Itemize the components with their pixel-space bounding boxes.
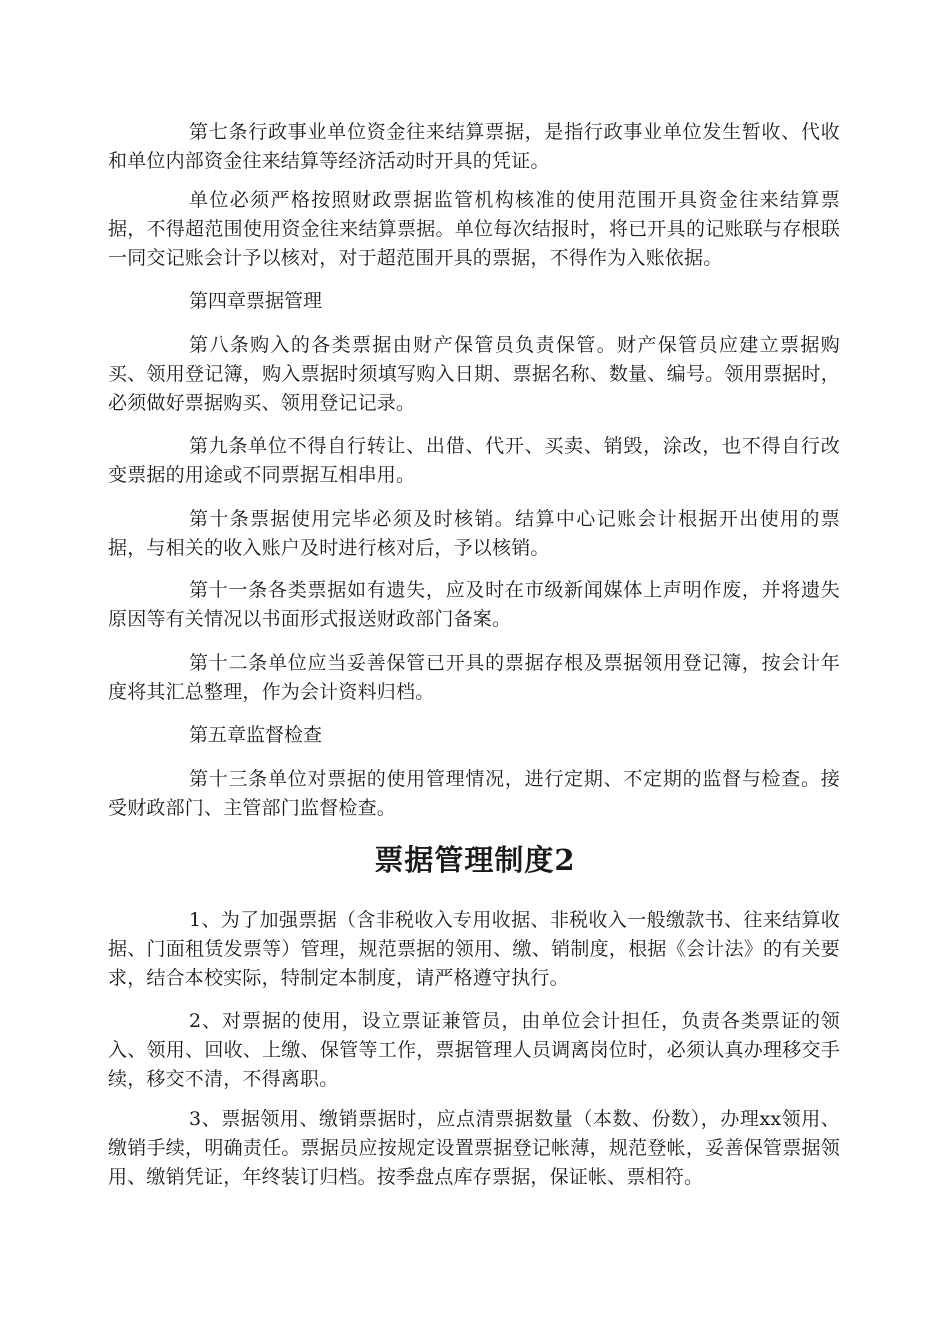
chapter-4-heading: 第四章票据管理: [189, 290, 323, 312]
article-7-paragraph: 第七条行政事业单位资金往来结算票据，是指行政事业单位发生暂收、代收和单位内部资金往来结算等经济活动时开具的凭证。: [108, 121, 840, 172]
item-3-paragraph: 3、票据领用、缴销票据时，应点清票据数量（本数、份数），办理xx领用、缴销手续，明确责任。票据员应按规定设置票据登记帐薄，规范登帐，妥善保管票据领用、缴销凭证，年终装订归档。按季盘点库存票据，保证帐、票相符。: [108, 1108, 840, 1188]
chapter-5-heading: 第五章监督检查: [189, 724, 323, 746]
document-title: 票据管理制度2: [374, 843, 576, 877]
item-1-paragraph: 1、为了加强票据（含非税收入专用收据、非税收入一般缴款书、往来结算收据、门面租赁发票等）管理，规范票据的领用、缴、销制度，根据《会计法》的有关要求，结合本校实际，特制定本制度，请严格遵守执行。: [108, 909, 840, 989]
article-9-paragraph: 第九条单位不得自行转让、出借、代开、买卖、销毁，涂改，也不得自行改变票据的用途或不同票据互相串用。: [108, 435, 840, 486]
article-12-paragraph: 第十二条单位应当妥善保管已开具的票据存根及票据领用登记簿，按会计年度将其汇总整理，作为会计资料归档。: [108, 652, 840, 703]
article-8-paragraph: 第八条购入的各类票据由财产保管员负责保管。财产保管员应建立票据购买、领用登记簿，购入票据时须填写购入日期、票据名称、数量、编号。领用票据时，必须做好票据购买、领用登记记录。: [108, 334, 840, 414]
article-11-paragraph: 第十一条各类票据如有遗失，应及时在市级新闻媒体上声明作废，并将遗失原因等有关情况以书面形式报送财政部门备案。: [108, 579, 840, 630]
article-13-paragraph: 第十三条单位对票据的使用管理情况，进行定期、不定期的监督与检查。接受财政部门、主管部门监督检查。: [108, 768, 840, 819]
item-2-paragraph: 2、对票据的使用，设立票证兼管员，由单位会计担任，负责各类票证的领入、领用、回收、上缴、保管等工作，票据管理人员调离岗位时，必须认真办理移交手续，移交不清，不得离职。: [108, 1010, 840, 1090]
article-7-continuation-paragraph: 单位必须严格按照财政票据监管机构核准的使用范围开具资金往来结算票据，不得超范围使用资金往来结算票据。单位每次结报时，将已开具的记账联与存根联一同交记账会计予以核对，对于超范围开具的票据，不得作为入账依据。: [108, 189, 840, 269]
article-10-paragraph: 第十条票据使用完毕必须及时核销。结算中心记账会计根据开出使用的票据，与相关的收入账户及时进行核对后，予以核销。: [108, 508, 840, 559]
